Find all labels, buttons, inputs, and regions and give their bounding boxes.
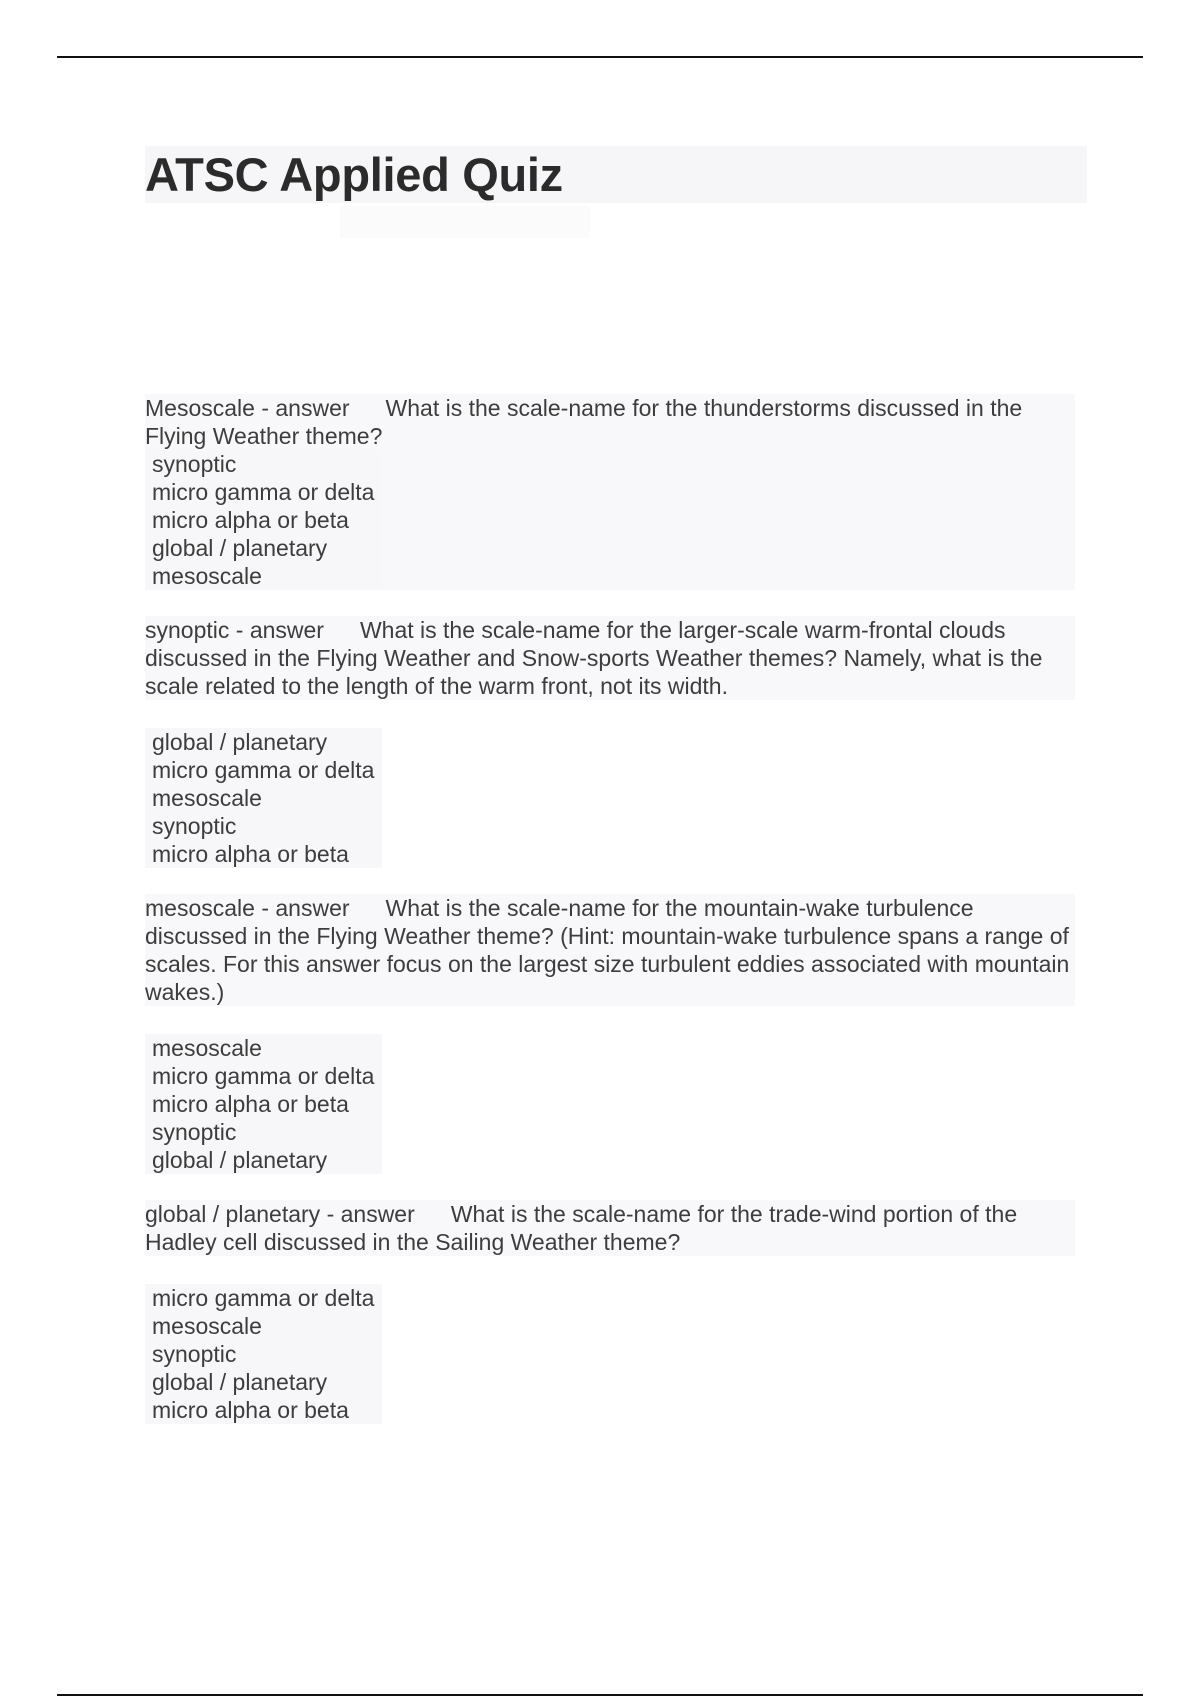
option-item: micro alpha or beta bbox=[145, 1396, 382, 1424]
option-item: micro gamma or delta bbox=[145, 1284, 382, 1312]
option-item: mesoscale bbox=[145, 1312, 382, 1340]
option-list bbox=[145, 1284, 1075, 1424]
question-card bbox=[145, 394, 1075, 590]
answer-label: global / planetary - answer bbox=[145, 1201, 415, 1227]
spacer bbox=[145, 700, 1075, 728]
option-item: micro alpha or beta bbox=[145, 1090, 382, 1118]
option-item: micro gamma or delta bbox=[145, 478, 382, 506]
option-item: mesoscale bbox=[145, 562, 382, 590]
question-block bbox=[145, 1200, 1075, 1256]
option-item: synoptic bbox=[145, 1118, 382, 1146]
top-rule bbox=[57, 56, 1143, 58]
question-prompt: What is the scale-name for the trade-wind portion of the Hadley cell discussed in the Sailing Weather theme? bbox=[145, 1201, 1018, 1255]
question-prompt: What is the scale-name for the larger-scale warm-frontal clouds discussed in the Flying Weather and Snow-sports Weather themes? Namely, what is the scale related to the length of the warm front, not its width. bbox=[145, 617, 1043, 699]
option-item: micro gamma or delta bbox=[145, 1062, 382, 1090]
option-list bbox=[145, 1034, 1075, 1174]
title-shadow bbox=[340, 206, 590, 238]
option-item: micro gamma or delta bbox=[145, 756, 382, 784]
option-item: micro alpha or beta bbox=[145, 840, 382, 868]
question-list bbox=[145, 394, 1075, 1424]
answer-label: Mesoscale - answer bbox=[145, 395, 350, 421]
question-card bbox=[145, 616, 1075, 868]
page-title: ATSC Applied Quiz bbox=[145, 148, 563, 201]
option-list bbox=[145, 450, 1075, 590]
option-item: global / planetary bbox=[145, 534, 382, 562]
spacer bbox=[145, 1006, 1075, 1034]
question-prompt: What is the scale-name for the mountain-wake turbulence discussed in the Flying Weather theme? (Hint: mountain-wake turbulence spans a range of scales. For this answer focus on the largest size turbulent eddies associated with mountain wakes.) bbox=[145, 895, 1070, 1005]
option-item: synoptic bbox=[145, 1340, 382, 1368]
option-item: global / planetary bbox=[145, 1368, 382, 1396]
option-item: micro alpha or beta bbox=[145, 506, 382, 534]
question-block bbox=[145, 394, 1075, 590]
question-prompt: What is the scale-name for the thunderstorms discussed in the Flying Weather theme? bbox=[145, 395, 1023, 449]
answer-label: mesoscale - answer bbox=[145, 895, 350, 921]
spacer bbox=[145, 1256, 1075, 1284]
question-card bbox=[145, 894, 1075, 1174]
option-item: mesoscale bbox=[145, 784, 382, 812]
question-text bbox=[145, 894, 1075, 1006]
option-item: mesoscale bbox=[145, 1034, 382, 1062]
question-block bbox=[145, 616, 1075, 700]
question-text bbox=[145, 394, 1075, 450]
bottom-rule bbox=[57, 1694, 1143, 1696]
option-item: synoptic bbox=[145, 450, 382, 478]
option-item: global / planetary bbox=[145, 1146, 382, 1174]
question-block bbox=[145, 894, 1075, 1006]
option-list bbox=[145, 728, 1075, 868]
question-text bbox=[145, 1200, 1075, 1256]
question-text bbox=[145, 616, 1075, 700]
question-card bbox=[145, 1200, 1075, 1424]
option-item: synoptic bbox=[145, 812, 382, 840]
option-item: global / planetary bbox=[145, 728, 382, 756]
answer-label: synoptic - answer bbox=[145, 617, 324, 643]
